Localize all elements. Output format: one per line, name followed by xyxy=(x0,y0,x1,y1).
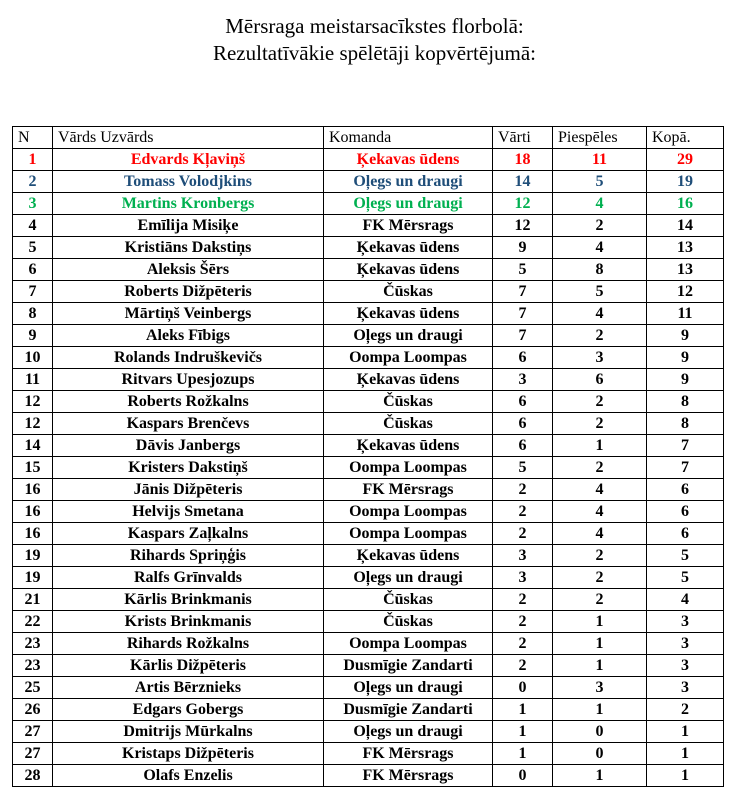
player-name-cell: Mārtiņš Veinbergs xyxy=(53,303,324,325)
table-row xyxy=(13,369,724,391)
goals-cell: 12 xyxy=(493,193,553,215)
rank-cell: 4 xyxy=(13,215,53,237)
total-cell: 29 xyxy=(647,149,724,171)
assists-cell: 1 xyxy=(553,655,647,677)
total-cell: 6 xyxy=(647,501,724,523)
team-cell: Čūskas xyxy=(324,413,493,435)
table-row xyxy=(13,347,724,369)
assists-cell: 2 xyxy=(553,589,647,611)
player-name-cell: Kristers Dakstiņš xyxy=(53,457,324,479)
assists-cell: 2 xyxy=(553,567,647,589)
player-name-cell: Tomass Volodjkins xyxy=(53,171,324,193)
goals-cell: 2 xyxy=(493,479,553,501)
table-row xyxy=(13,479,724,501)
total-cell: 4 xyxy=(647,589,724,611)
team-cell: Ķekavas ūdens xyxy=(324,149,493,171)
goals-cell: 5 xyxy=(493,259,553,281)
team-cell: FK Mērsrags xyxy=(324,479,493,501)
table-row xyxy=(13,391,724,413)
assists-cell: 1 xyxy=(553,765,647,787)
rank-cell: 26 xyxy=(13,699,53,721)
player-name-cell: Jānis Dižpēteris xyxy=(53,479,324,501)
team-cell: Dusmīgie Zandarti xyxy=(324,655,493,677)
goals-cell: 6 xyxy=(493,413,553,435)
rank-cell: 25 xyxy=(13,677,53,699)
table-row xyxy=(13,611,724,633)
goals-cell: 5 xyxy=(493,457,553,479)
team-cell: Oļegs un draugi xyxy=(324,721,493,743)
player-name-cell: Rihards Spriņģis xyxy=(53,545,324,567)
total-cell: 1 xyxy=(647,765,724,787)
goals-cell: 12 xyxy=(493,215,553,237)
team-cell: Oompa Loompas xyxy=(324,501,493,523)
player-name-cell: Edgars Gobergs xyxy=(53,699,324,721)
goals-cell: 2 xyxy=(493,589,553,611)
team-cell: FK Mērsrags xyxy=(324,765,493,787)
player-name-cell: Helvijs Smetana xyxy=(53,501,324,523)
table-row xyxy=(13,501,724,523)
assists-cell: 0 xyxy=(553,743,647,765)
rank-cell: 14 xyxy=(13,435,53,457)
player-name-cell: Olafs Enzelis xyxy=(53,765,324,787)
player-name-cell: Krists Brinkmanis xyxy=(53,611,324,633)
table-row xyxy=(13,677,724,699)
table-row xyxy=(13,259,724,281)
assists-cell: 3 xyxy=(553,347,647,369)
assists-cell: 6 xyxy=(553,369,647,391)
goals-cell: 1 xyxy=(493,721,553,743)
goals-cell: 6 xyxy=(493,435,553,457)
team-cell: Oompa Loompas xyxy=(324,457,493,479)
goals-cell: 3 xyxy=(493,369,553,391)
goals-cell: 1 xyxy=(493,699,553,721)
player-name-cell: Roberts Rožkalns xyxy=(53,391,324,413)
col-header-total: Kopā. xyxy=(647,127,724,149)
rank-cell: 5 xyxy=(13,237,53,259)
table-row xyxy=(13,721,724,743)
total-cell: 8 xyxy=(647,391,724,413)
team-cell: Oļegs un draugi xyxy=(324,193,493,215)
rank-cell: 16 xyxy=(13,501,53,523)
goals-cell: 7 xyxy=(493,325,553,347)
table-row xyxy=(13,325,724,347)
rank-cell: 22 xyxy=(13,611,53,633)
total-cell: 13 xyxy=(647,237,724,259)
goals-cell: 18 xyxy=(493,149,553,171)
rank-cell: 27 xyxy=(13,721,53,743)
assists-cell: 1 xyxy=(553,611,647,633)
col-header-team: Komanda xyxy=(324,127,493,149)
goals-cell: 7 xyxy=(493,303,553,325)
rank-cell: 15 xyxy=(13,457,53,479)
rank-cell: 21 xyxy=(13,589,53,611)
rank-cell: 27 xyxy=(13,743,53,765)
team-cell: Oompa Loompas xyxy=(324,633,493,655)
results-body xyxy=(13,149,724,787)
assists-cell: 5 xyxy=(553,281,647,303)
team-cell: Ķekavas ūdens xyxy=(324,303,493,325)
team-cell: Ķekavas ūdens xyxy=(324,435,493,457)
rank-cell: 12 xyxy=(13,413,53,435)
rank-cell: 9 xyxy=(13,325,53,347)
player-name-cell: Kārlis Dižpēteris xyxy=(53,655,324,677)
rank-cell: 19 xyxy=(13,545,53,567)
goals-cell: 3 xyxy=(493,567,553,589)
assists-cell: 2 xyxy=(553,215,647,237)
total-cell: 1 xyxy=(647,743,724,765)
assists-cell: 4 xyxy=(553,501,647,523)
team-cell: FK Mērsrags xyxy=(324,215,493,237)
page-title: Mērsraga meistarsacīkstes florbolā: xyxy=(225,14,524,38)
team-cell: Oļegs un draugi xyxy=(324,567,493,589)
total-cell: 14 xyxy=(647,215,724,237)
table-row xyxy=(13,699,724,721)
player-name-cell: Kārlis Brinkmanis xyxy=(53,589,324,611)
team-cell: Oļegs un draugi xyxy=(324,171,493,193)
team-cell: Ķekavas ūdens xyxy=(324,369,493,391)
table-row xyxy=(13,545,724,567)
assists-cell: 2 xyxy=(553,457,647,479)
player-name-cell: Kristiāns Dakstiņs xyxy=(53,237,324,259)
table-row xyxy=(13,765,724,787)
total-cell: 9 xyxy=(647,369,724,391)
assists-cell: 1 xyxy=(553,633,647,655)
total-cell: 7 xyxy=(647,457,724,479)
goals-cell: 2 xyxy=(493,501,553,523)
assists-cell: 4 xyxy=(553,303,647,325)
player-name-cell: Dāvis Janbergs xyxy=(53,435,324,457)
assists-cell: 2 xyxy=(553,325,647,347)
rank-cell: 11 xyxy=(13,369,53,391)
goals-cell: 14 xyxy=(493,171,553,193)
table-row xyxy=(13,237,724,259)
assists-cell: 4 xyxy=(553,237,647,259)
team-cell: Oļegs un draugi xyxy=(324,325,493,347)
rank-cell: 16 xyxy=(13,523,53,545)
table-row xyxy=(13,743,724,765)
total-cell: 11 xyxy=(647,303,724,325)
goals-cell: 6 xyxy=(493,347,553,369)
total-cell: 1 xyxy=(647,721,724,743)
rank-cell: 23 xyxy=(13,655,53,677)
rank-cell: 7 xyxy=(13,281,53,303)
total-cell: 3 xyxy=(647,633,724,655)
assists-cell: 8 xyxy=(553,259,647,281)
total-cell: 3 xyxy=(647,677,724,699)
table-row xyxy=(13,413,724,435)
goals-cell: 7 xyxy=(493,281,553,303)
team-cell: Ķekavas ūdens xyxy=(324,545,493,567)
assists-cell: 11 xyxy=(553,149,647,171)
goals-cell: 9 xyxy=(493,237,553,259)
results-table xyxy=(12,126,724,787)
total-cell: 3 xyxy=(647,611,724,633)
table-row xyxy=(13,149,724,171)
team-cell: Čūskas xyxy=(324,611,493,633)
table-row xyxy=(13,281,724,303)
goals-cell: 2 xyxy=(493,655,553,677)
player-name-cell: Ralfs Grīnvalds xyxy=(53,567,324,589)
col-header-name: Vārds Uzvārds xyxy=(53,127,324,149)
assists-cell: 5 xyxy=(553,171,647,193)
rank-cell: 8 xyxy=(13,303,53,325)
rank-cell: 28 xyxy=(13,765,53,787)
col-header-goals: Vārti xyxy=(493,127,553,149)
rank-cell: 3 xyxy=(13,193,53,215)
total-cell: 3 xyxy=(647,655,724,677)
team-cell: Ķekavas ūdens xyxy=(324,237,493,259)
total-cell: 2 xyxy=(647,699,724,721)
assists-cell: 4 xyxy=(553,523,647,545)
team-cell: Oļegs un draugi xyxy=(324,677,493,699)
total-cell: 8 xyxy=(647,413,724,435)
table-row xyxy=(13,171,724,193)
team-cell: Dusmīgie Zandarti xyxy=(324,699,493,721)
team-cell: Čūskas xyxy=(324,281,493,303)
assists-cell: 3 xyxy=(553,677,647,699)
total-cell: 7 xyxy=(647,435,724,457)
team-cell: Oompa Loompas xyxy=(324,523,493,545)
assists-cell: 4 xyxy=(553,479,647,501)
rank-cell: 23 xyxy=(13,633,53,655)
rank-cell: 6 xyxy=(13,259,53,281)
player-name-cell: Edvards Kļaviņš xyxy=(53,149,324,171)
table-row xyxy=(13,589,724,611)
total-cell: 12 xyxy=(647,281,724,303)
table-row xyxy=(13,633,724,655)
assists-cell: 2 xyxy=(553,391,647,413)
rank-cell: 2 xyxy=(13,171,53,193)
total-cell: 6 xyxy=(647,523,724,545)
table-row xyxy=(13,655,724,677)
goals-cell: 2 xyxy=(493,633,553,655)
header-row xyxy=(13,127,724,149)
team-cell: Oompa Loompas xyxy=(324,347,493,369)
page-subtitle: Rezultatīvākie spēlētāji kopvērtējumā: xyxy=(212,41,537,65)
table-row xyxy=(13,193,724,215)
table-row xyxy=(13,215,724,237)
total-cell: 19 xyxy=(647,171,724,193)
player-name-cell: Aleks Fībigs xyxy=(53,325,324,347)
team-cell: Čūskas xyxy=(324,589,493,611)
rank-cell: 16 xyxy=(13,479,53,501)
table-row xyxy=(13,457,724,479)
goals-cell: 0 xyxy=(493,765,553,787)
player-name-cell: Ritvars Upesjozups xyxy=(53,369,324,391)
goals-cell: 6 xyxy=(493,391,553,413)
col-header-n: N xyxy=(13,127,53,149)
goals-cell: 1 xyxy=(493,743,553,765)
player-name-cell: Aleksis Šērs xyxy=(53,259,324,281)
team-cell: Ķekavas ūdens xyxy=(324,259,493,281)
player-name-cell: Artis Bērznieks xyxy=(53,677,324,699)
total-cell: 6 xyxy=(647,479,724,501)
assists-cell: 4 xyxy=(553,193,647,215)
assists-cell: 1 xyxy=(553,435,647,457)
player-name-cell: Kristaps Dižpēteris xyxy=(53,743,324,765)
col-header-assists: Piespēles xyxy=(553,127,647,149)
total-cell: 9 xyxy=(647,325,724,347)
goals-cell: 2 xyxy=(493,611,553,633)
table-row xyxy=(13,435,724,457)
player-name-cell: Martins Kronbergs xyxy=(53,193,324,215)
assists-cell: 1 xyxy=(553,699,647,721)
assists-cell: 2 xyxy=(553,413,647,435)
assists-cell: 0 xyxy=(553,721,647,743)
rank-cell: 1 xyxy=(13,149,53,171)
total-cell: 16 xyxy=(647,193,724,215)
team-cell: Čūskas xyxy=(324,391,493,413)
rank-cell: 12 xyxy=(13,391,53,413)
table-row xyxy=(13,303,724,325)
total-cell: 13 xyxy=(647,259,724,281)
player-name-cell: Kaspars Zaļkalns xyxy=(53,523,324,545)
player-name-cell: Kaspars Brenčevs xyxy=(53,413,324,435)
total-cell: 5 xyxy=(647,545,724,567)
rank-cell: 10 xyxy=(13,347,53,369)
rank-cell: 19 xyxy=(13,567,53,589)
table-row xyxy=(13,523,724,545)
player-name-cell: Rolands Indruškevičs xyxy=(53,347,324,369)
player-name-cell: Roberts Dižpēteris xyxy=(53,281,324,303)
total-cell: 9 xyxy=(647,347,724,369)
total-cell: 5 xyxy=(647,567,724,589)
table-row xyxy=(13,567,724,589)
player-name-cell: Dmitrijs Mūrkalns xyxy=(53,721,324,743)
goals-cell: 0 xyxy=(493,677,553,699)
player-name-cell: Rihards Rožkalns xyxy=(53,633,324,655)
team-cell: FK Mērsrags xyxy=(324,743,493,765)
goals-cell: 2 xyxy=(493,523,553,545)
player-name-cell: Emīlija Misiķe xyxy=(53,215,324,237)
assists-cell: 2 xyxy=(553,545,647,567)
goals-cell: 3 xyxy=(493,545,553,567)
